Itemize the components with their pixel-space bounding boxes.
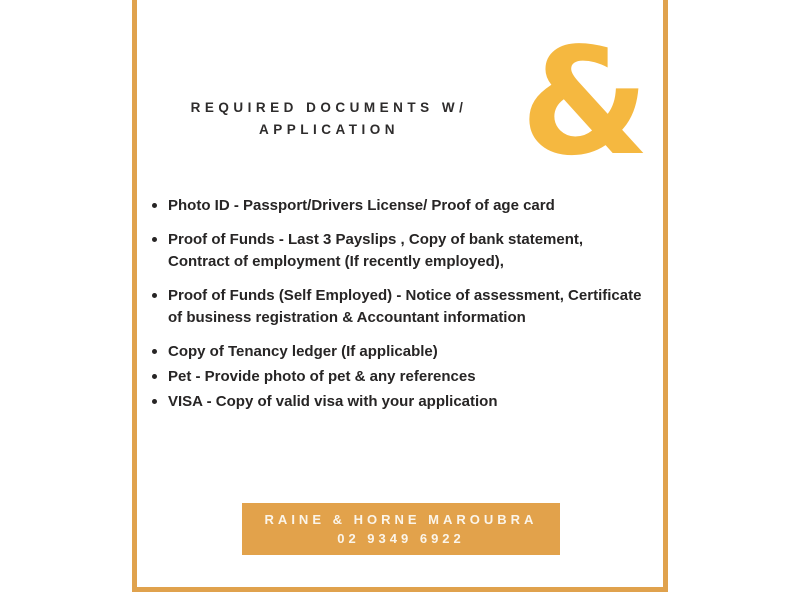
ampersand-logo: & [520,16,650,188]
list-item-proof-of-funds-self-employed: Proof of Funds (Self Employed) - Notice of assessment, Certificate of business registration & Accountant information [150,285,644,329]
required-documents-list [150,195,644,416]
list-item-proof-of-funds: Proof of Funds - Last 3 Payslips , Copy of bank statement, Contract of employment (If recently employed), [150,229,644,273]
page-title [140,97,518,141]
list-item-tenancy-ledger: Copy of Tenancy ledger (If applicable) [150,341,644,363]
list-item-photo-id: Photo ID - Passport/Drivers License/ Proof of age card [150,195,644,217]
phone-number: 02 9349 6922 [337,531,465,546]
list-item-pet: Pet - Provide photo of pet & any references [150,366,644,388]
list-item-visa: VISA - Copy of valid visa with your application [150,391,644,413]
page-title-line-1: REQUIRED DOCUMENTS W/ [190,100,468,115]
page-title-line-2: APPLICATION [259,122,399,137]
contact-banner [242,503,560,555]
agency-name: RAINE & HORNE MAROUBRA [264,512,538,527]
